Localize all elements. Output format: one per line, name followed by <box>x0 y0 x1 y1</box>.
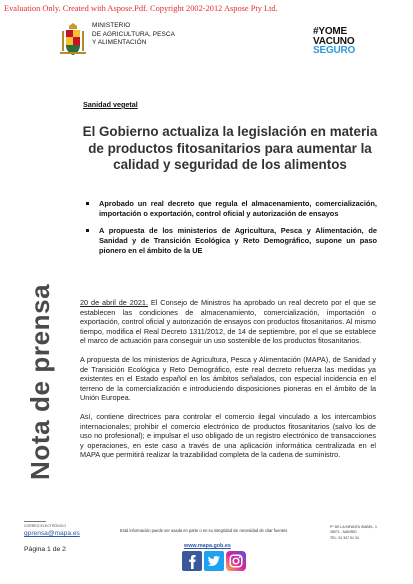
paragraph: Así, contiene directrices para controlar el comercio ilegal vinculado a los intercambios internacionales; prohibir el comercio electrónico de productos fitosanitarios (salvo los de uso no profesional); e impulsar el uso obligado de un registro electrónico de transacciones y operaciones, en este caso a través de una aplicación informática centralizada en el MAPA que permitirá realizar la trazabilidad completa de la cadena de suministro. <box>80 411 376 460</box>
disclaimer: Está información puede ser usada en parte o en su integridad sin necesidad de citar fuentes <box>120 528 288 533</box>
evaluation-watermark: Evaluation Only. Created with Aspose.Pdf. Copyright 2002-2012 Aspose Pty Ltd. <box>4 4 278 13</box>
contact-label: CORREO ELECTRÓNICO <box>24 524 67 528</box>
article-body <box>80 298 376 469</box>
campaign-logo: #YOME VACUNO SEGURO <box>313 26 356 56</box>
email-link[interactable]: gprensa@mapa.es <box>24 530 80 537</box>
section-label: Sanidad vegetal <box>83 100 138 109</box>
page-number: Página 1 de 2 <box>24 546 66 553</box>
vertical-label: Nota de prensa <box>25 283 55 480</box>
instagram-icon[interactable] <box>226 551 246 571</box>
coat-of-arms-icon <box>60 22 86 60</box>
ministry-name: MINISTERIO DE AGRICULTURA, PESCA Y ALIMENTACIÓN <box>92 22 175 47</box>
headline: El Gobierno actualiza la legislación en materia de productos fitosanitarios para aumentar la calidad y seguridad de los alimentos <box>82 124 378 172</box>
release-date: 20 de abril de 2021. <box>80 298 149 307</box>
paragraph: 20 de abril de 2021. El Consejo de Ministros ha aprobado un real decreto por el que se establecen las condiciones de almacenamiento, comercialización, importación o exportación, control oficial y autorización de ensayos con productos fitosanitarios. Al mismo tiempo, modifica el Real Decreto 1311/2012, de 14 de septiembre, por el que se establece el marco de actuación para conseguir un uso sostenible de los productos fitosanitarios. <box>80 298 376 346</box>
address: Pº DE LA INFANTA ISABEL, 1 28071 - MADRID TEL: 91 347 51 34 <box>330 525 377 540</box>
website-link[interactable]: www.mapa.gob.es <box>184 543 231 549</box>
twitter-icon[interactable] <box>204 551 224 571</box>
bullet-item: A propuesta de los ministerios de Agricultura, Pesca y Alimentación, de Sanidad y de Transición Ecológica y Reto Demográfico, supone un paso pionero en el ámbito de la UE <box>85 226 377 256</box>
footer-divider <box>24 521 46 522</box>
facebook-icon[interactable] <box>182 551 202 571</box>
bullet-item: Aprobado un real decreto que regula el almacenamiento, comercialización, importación o exportación, control oficial y autorización de ensayos <box>85 199 377 219</box>
paragraph: A propuesta de los ministerios de Agricultura, Pesca y Alimentación (MAPA), de Sanidad y de Transición Ecológica y Reto Demográfico, este real decreto refuerza las medidas ya existentes en el Estado español en los ámbitos señalados, con especial incidencia en el terreno de la comercialización e introduciendo disposiciones pioneras en el ámbito de la Unión Europea. <box>80 354 376 403</box>
summary-bullets <box>85 199 377 263</box>
